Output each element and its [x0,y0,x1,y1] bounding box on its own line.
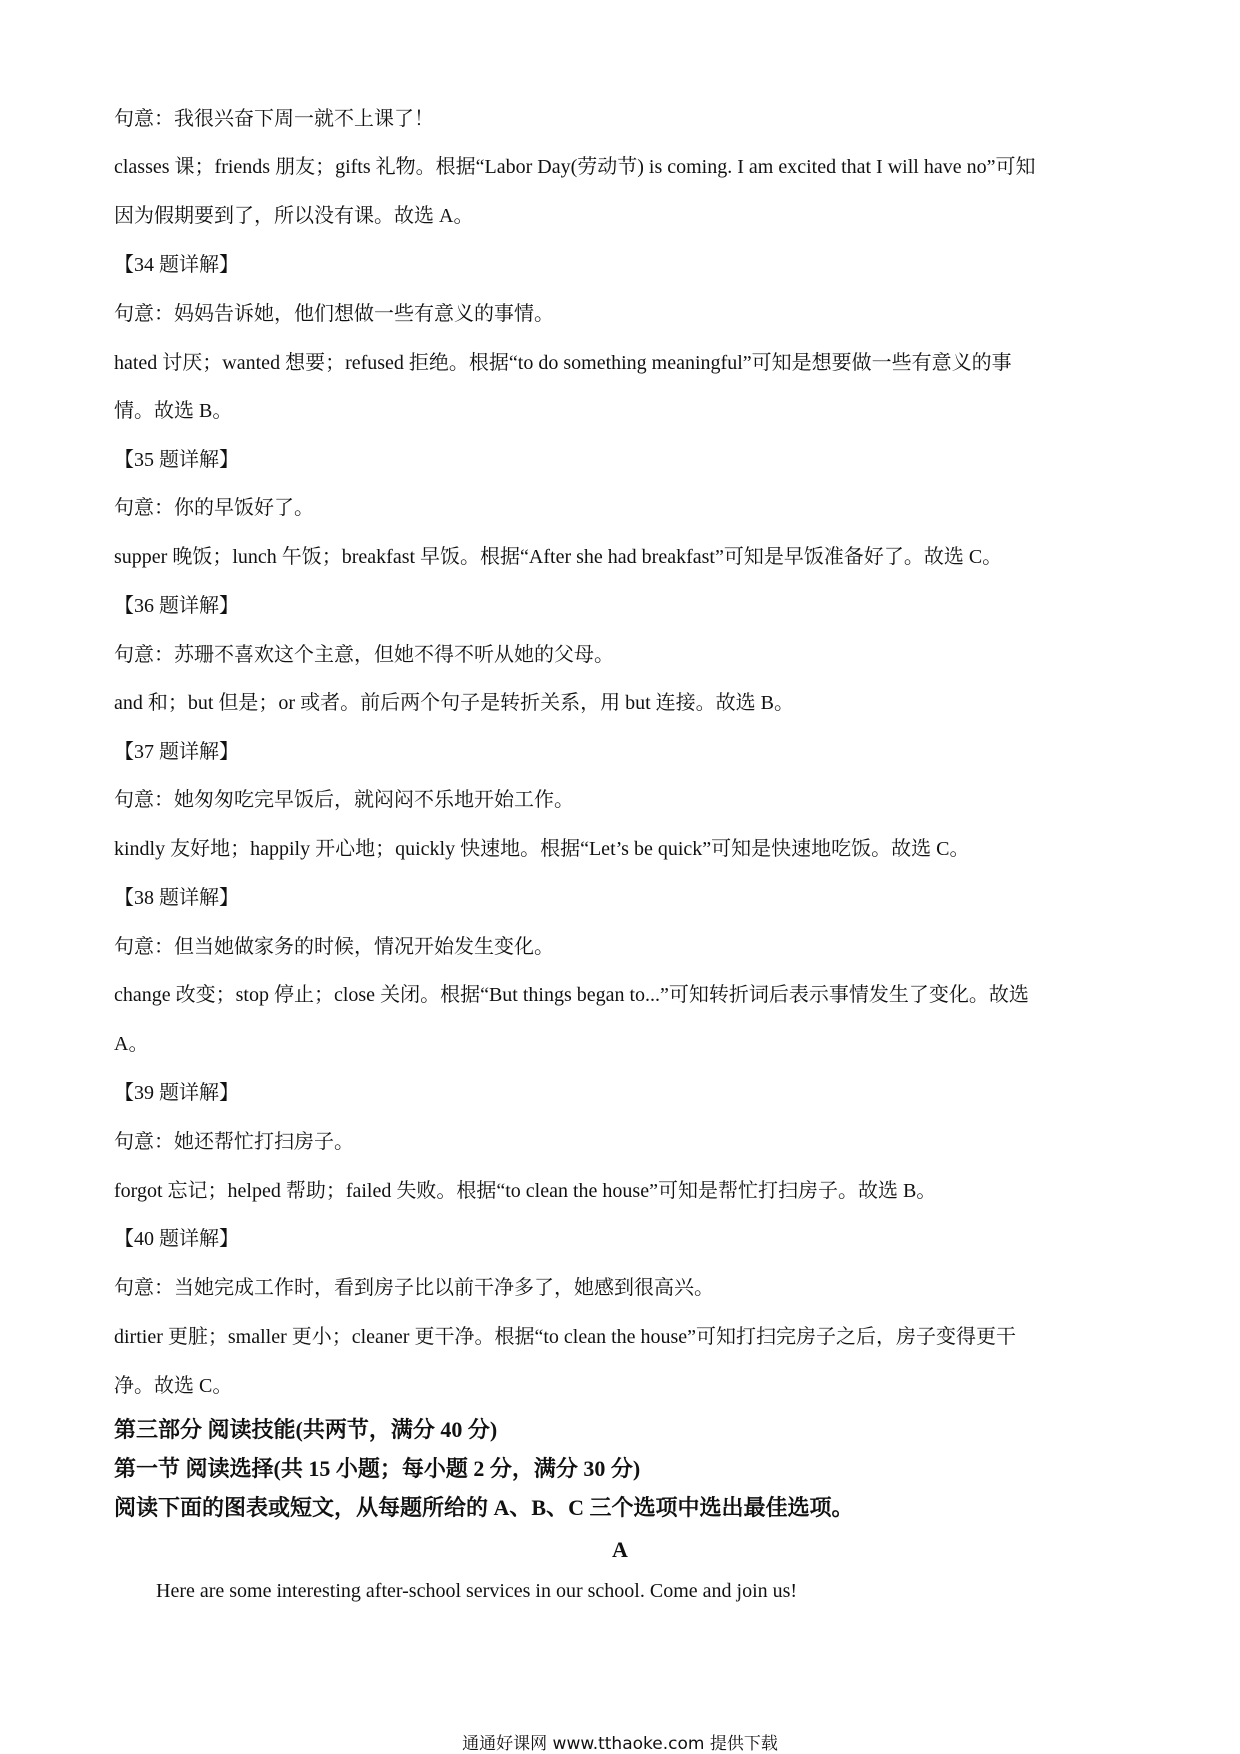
text-line: 句意：当她完成工作时，看到房子比以前干净多了，她感到很高兴。 [114,1277,714,1299]
question-heading: 【38 题详解】 [114,887,239,909]
text-line: 句意：她匆匆吃完早饭后，就闷闷不乐地开始工作。 [114,789,574,811]
text-line: 因为假期要到了，所以没有课。故选 A。 [114,205,474,227]
text-line: 句意：苏珊不喜欢这个主意，但她不得不听从她的父母。 [114,644,614,666]
text-line: forgot 忘记；helped 帮助；failed 失败。根据“to clean the house”可知是帮忙打扫房子。故选 B。 [114,1180,937,1202]
instruction: 阅读下面的图表或短文，从每题所给的 A、B、C 三个选项中选出最佳选项。 [114,1495,854,1520]
text-line: 句意：但当她做家务的时候，情况开始发生变化。 [114,936,554,958]
text-line: 句意：我很兴奋下周一就不上课了！ [114,108,434,130]
text-line: and 和；but 但是；or 或者。前后两个句子是转折关系，用 but 连接。故选 B。 [114,692,794,714]
question-heading: 【34 题详解】 [114,254,239,276]
text-line: 句意：妈妈告诉她，他们想做一些有意义的事情。 [114,303,554,325]
text-line: 净。故选 C。 [114,1375,233,1397]
text-line: 句意：她还帮忙打扫房子。 [114,1131,354,1153]
text-line: kindly 友好地；happily 开心地；quickly 快速地。根据“Let’s be quick”可知是快速地吃饭。故选 C。 [114,838,970,860]
text-line: dirtier 更脏；smaller 更小；cleaner 更干净。根据“to clean the house”可知打扫完房子之后，房子变得更干 [114,1326,1017,1348]
question-heading: 【40 题详解】 [114,1228,239,1250]
text-line: A。 [114,1033,149,1055]
question-heading: 【37 题详解】 [114,741,239,763]
subsection-heading: 第一节 阅读选择(共 15 小题；每小题 2 分，满分 30 分) [114,1456,641,1481]
text-line: hated 讨厌；wanted 想要；refused 拒绝。根据“to do something meaningful”可知是想要做一些有意义的事 [114,352,1012,374]
page-footer: 通通好课网 www.tthaoke.com 提供下载 [462,1734,778,1754]
passage-label: A [612,1537,628,1562]
section-heading: 第三部分 阅读技能(共两节，满分 40 分) [114,1417,498,1442]
text-line: classes 课；friends 朋友；gifts 礼物。根据“Labor Day(劳动节) is coming. I am excited that I will have no”可知 [114,156,1036,178]
passage-intro: Here are some interesting after-school services in our school. Come and join us! [156,1580,798,1602]
text-line: 情。故选 B。 [114,400,233,422]
text-line: change 改变；stop 停止；close 关闭。根据“But things began to...”可知转折词后表示事情发生了变化。故选 [114,984,1029,1006]
text-line: supper 晚饭；lunch 午饭；breakfast 早饭。根据“After she had breakfast”可知是早饭准备好了。故选 C。 [114,546,1003,568]
question-heading: 【39 题详解】 [114,1082,239,1104]
question-heading: 【36 题详解】 [114,595,239,617]
question-heading: 【35 题详解】 [114,449,239,471]
text-line: 句意：你的早饭好了。 [114,497,314,519]
